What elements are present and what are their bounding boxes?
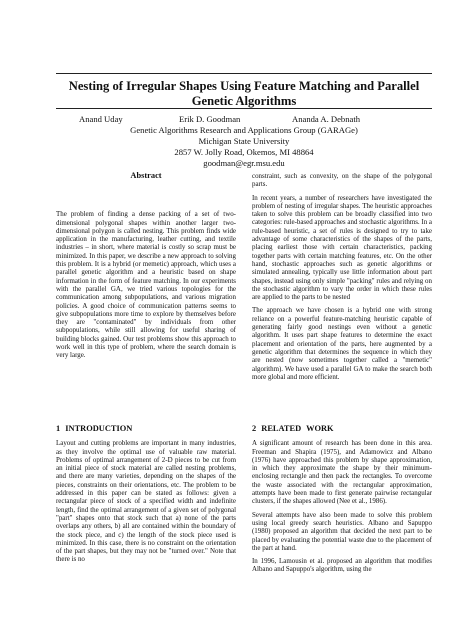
introduction-section	[56, 425, 236, 569]
affiliation-group: Genetic Algorithms Research and Applications Group (GARAGe)	[130, 125, 358, 135]
abstract-section	[56, 172, 236, 365]
author-name: Erik D. Goodman	[179, 114, 241, 124]
paragraph: In 1996, Lamousin et al. proposed an algorithm that modifies Albano and Sapuppo's algorithm, using the	[252, 557, 432, 574]
abstract-heading: Abstract	[130, 171, 162, 180]
section-heading: 1 INTRODUCTION	[56, 424, 133, 433]
paragraph: constraint, such as convexity, on the shape of the polygonal parts.	[252, 172, 432, 189]
paragraph: The approach we have chosen is a hybrid one with strong reliance on a powerful feature-matching heuristic capable of generating fairly good nestings even without a genetic algorithm. It uses part shape features to determine the exact placement and orientation of the parts, here augmented by a genetic algorithm that determines the sequence in which they are nested (now sometimes together called a "memetic" algorithm). We have used a parallel GA to make the search both more global and more efficient.	[252, 306, 432, 381]
affiliation-university: Michigan State University	[198, 136, 290, 146]
paragraph: Layout and cutting problems are important in many industries, as they involve the optimal use of valuable raw material. Problems of optimal arrangement of 2-D pieces to be cut from an initial piece of stock material are called nesting problems, and there are many varieties, depending on the shapes of the pieces, constraints on their orientations, etc. The problem to be addressed in this paper can be stated as follows: given a rectangular piece of stock of a specified width and indefinite length, find the optimal arrangement of a given set of polygonal "part" shapes onto that stock such that a) none of the parts overlaps any others, b) all are contained within the boundary of the stock piece, and c) the length of the stock piece used is minimized. In this case, there is no constraint on the orientation of the part shapes, but they may not be "turned over." Note that there is no	[56, 439, 236, 564]
related-work-section	[252, 425, 432, 579]
paper-title: Nesting of Irregular Shapes Using Feature Matching and Parallel Genetic Algorithms	[68, 79, 420, 108]
right-column-intro	[252, 172, 432, 386]
paragraph: In recent years, a number of researchers have investigated the problem of nesting of irregular shapes. The heuristic approaches taken to solve this problem can be broadly classified into two categories: rule-based approaches and stochastic algorithms. In a rule-based heuristic, a set of rules is designed to try to take advantage of some characteristics of the shapes of the parts, placing earliest those with certain characteristics, packing together parts with certain matching features, etc. On the other hand, stochastic approaches such as genetic algorithms or simulated annealing, typically use little information about part shapes, instead using only simple "packing" rules and relying on the stochastic algorithm to vary the order in which these rules are applied to the parts to be nested	[252, 193, 432, 302]
author-name: Ananda A. Debnath	[292, 114, 361, 124]
abstract-text: The problem of finding a dense packing of a set of two-dimensional polygonal shapes within another larger two-dimensional polygon is called nesting. This problem finds wide application in the manufacturing, leather cutting, and textile industries – in short, where material is costly so scrap must be minimized. In this paper, we describe a new approach to solving this problem. It is a hybrid (or memetic) approach, which uses a parallel genetic algorithm and a heuristic based on shape information in the form of feature matching. In our experiments with the parallel GA, we tried various topologies for the communication among subpopulations, and various migration policies. A good choice of communication patterns seems to give subpopulations more time to explore by themselves before they are "contaminated" by individuals from other subpopulations, while still allowing for useful sharing of building blocks gained. Our test problems show this approach to work well in this type of problem, where the search domain is very large.	[56, 210, 236, 360]
author-name: Anand Uday	[79, 114, 123, 124]
affiliation-email: goodman@egr.msu.edu	[203, 158, 285, 168]
paragraph: A significant amount of research has been done in this area. Freeman and Shapira (1975), and Adamowicz and Albano (1976) have approached this problem by shape approximation, in which they approximate the shape by their minimum-enclosing rectangle and then pack the rectangles. To overcome the waste associated with the rectangular approximation, attempts have been made to first generate pairwise rectangular clusters, if the shapes allowed (Nee et al., 1986).	[252, 439, 432, 506]
author-block	[56, 114, 432, 169]
affiliation-address: 2857 W. Jolly Road, Okemos, MI 48864	[174, 147, 314, 157]
author-names	[56, 114, 432, 125]
paragraph: Several attempts have also been made to solve this problem using local greedy search heuristics. Albano and Sapuppo (1980) proposed an algorithm that decided the next part to be placed by evaluating the potential waste due to the placement of the part at hand.	[252, 510, 432, 552]
title-rule	[56, 108, 432, 109]
section-heading: 2 RELATED WORK	[252, 424, 334, 433]
top-rule	[56, 73, 432, 74]
